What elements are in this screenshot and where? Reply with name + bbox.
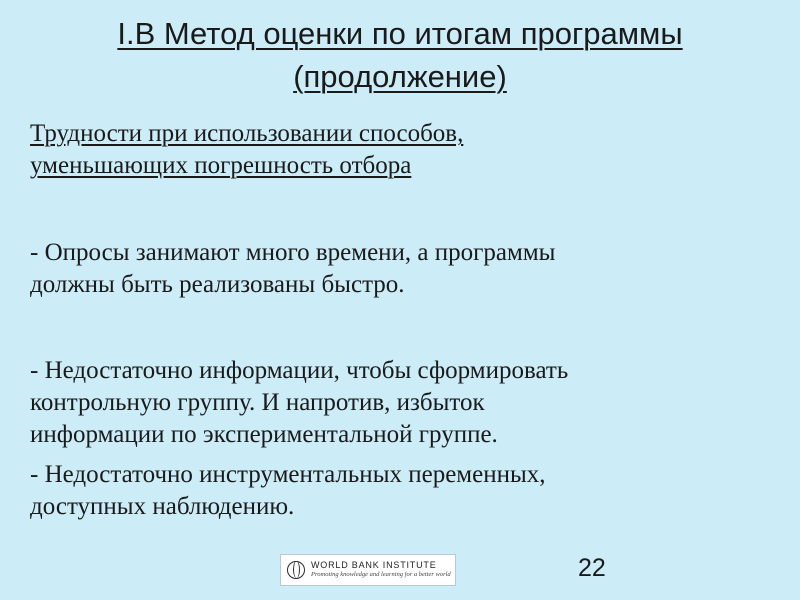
- section-heading-line-2: уменьшающих погрешность отбора: [30, 152, 412, 179]
- logo-tagline: Promoting knowledge and learning for a better world: [311, 571, 451, 579]
- bullet-item-3: [30, 459, 770, 523]
- bullet-3-line-2: доступных наблюдению.: [30, 493, 295, 520]
- page-number: 22: [578, 554, 606, 582]
- slide-title-line-2: (продолжение): [293, 59, 507, 94]
- bullet-1-line-1: - Опросы занимают много времени, а программы: [30, 239, 556, 266]
- bullet-item-2: [30, 355, 770, 451]
- slide-title-line-1: I.B Метод оценки по итогам программы: [117, 16, 683, 51]
- section-heading-line-1: Трудности при использовании способов,: [30, 120, 464, 147]
- world-bank-institute-logo: [280, 554, 456, 586]
- section-heading: [30, 118, 770, 182]
- bullet-item-1: [30, 237, 770, 301]
- logo-text-block: [311, 561, 451, 579]
- logo-name: WORLD BANK INSTITUTE: [311, 560, 437, 571]
- globe-icon: [287, 561, 305, 579]
- slide-title: [20, 12, 780, 98]
- bullet-1-line-2: должны быть реализованы быстро.: [30, 271, 405, 298]
- bullet-2-line-1: - Недостаточно информации, чтобы сформировать: [30, 357, 569, 384]
- bullet-3-line-1: - Недостаточно инструментальных переменных,: [30, 461, 546, 488]
- bullet-2-line-2: контрольную группу. И напротив, избыток: [30, 389, 485, 416]
- slide-body: [30, 118, 770, 523]
- bullet-2-line-3: информации по экспериментальной группе.: [30, 421, 498, 448]
